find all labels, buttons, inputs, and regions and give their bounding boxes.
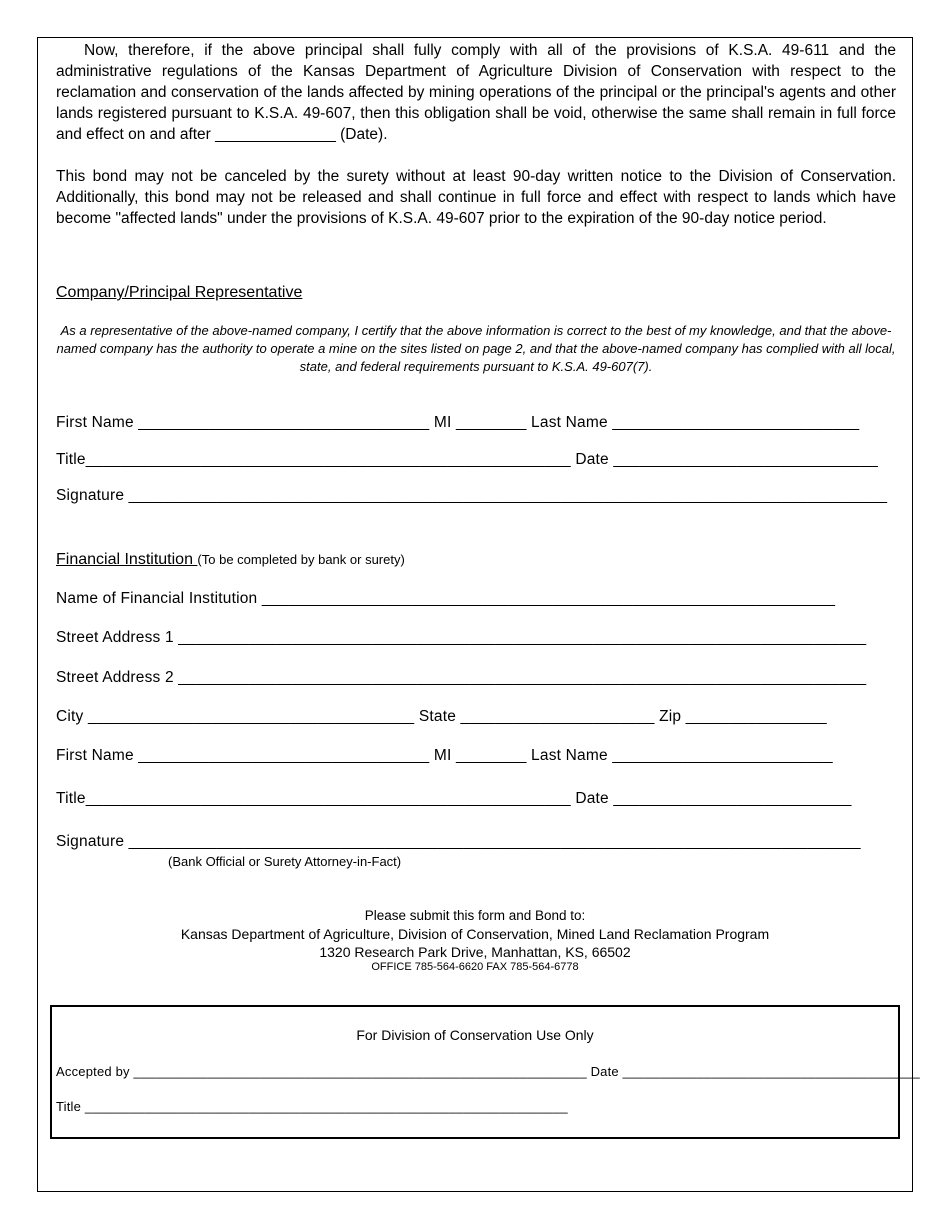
submit-phone-fax: OFFICE 785-564-6620 FAX 785-564-6778 (371, 961, 579, 973)
city-state-zip-field[interactable]: City _____________________________________ State ______________________ Zip ________________ (56, 708, 827, 725)
office-use-box (50, 1005, 920, 1139)
submit-address: 1320 Research Park Drive, Manhattan, KS, 66502 (319, 944, 631, 960)
accepted-by-field[interactable]: Accepted by _____________________________________________________________ Date ________________________________________ (56, 1064, 920, 1079)
street-address-2-field[interactable]: Street Address 2 ______________________________________________________________________________ (56, 669, 867, 686)
company-name-field[interactable]: First Name _________________________________ MI ________ Last Name ____________________________ (56, 414, 860, 431)
street-address-1-field[interactable]: Street Address 1 ______________________________________________________________________________ (56, 629, 867, 646)
financial-heading-text: Financial Institution (56, 551, 193, 568)
submit-instruction: Please submit this form and Bond to: (364, 908, 586, 923)
office-use-title: For Division of Conservation Use Only (356, 1027, 594, 1043)
company-signature-field[interactable]: Signature ______________________________________________________________________________________ (56, 487, 888, 504)
financial-section-heading (56, 551, 405, 569)
institution-name-field[interactable]: Name of Financial Institution _________________________________________________________________ (56, 590, 836, 607)
bond-condition-paragraph: Now, therefore, if the above principal shall fully comply with all of the provisions of K.S.A. 49-611 and the administrative regulations of the Kansas Department of Agriculture Division of Conservation with respect to the reclamation and conservation of the lands affected by mining operations of the principal or the principal's agents and other lands registered pursuant to K.S.A. 49-607, then this obligation shall be void, otherwise the same shall remain in full force and effect on and after ______________ (Date). (56, 42, 896, 143)
office-title-field[interactable]: Title _________________________________________________________________ (56, 1099, 568, 1114)
bank-title-date-field[interactable]: Title_______________________________________________________ Date ___________________________ (56, 790, 852, 807)
submit-agency: Kansas Department of Agriculture, Division of Conservation, Mined Land Reclamation Program (180, 926, 770, 942)
company-section-heading: Company/Principal Representative (56, 284, 303, 301)
bank-name-field[interactable]: First Name _________________________________ MI ________ Last Name _________________________ (56, 747, 833, 764)
cancellation-paragraph: This bond may not be canceled by the surety without at least 90-day written notice to the Division of Conservation. Additionally, this bond may not be released and shall continue in full force and effect with respect to lands which have become "affected lands" under the provisions of K.S.A. 49-607 prior to the expiration of the 90-day notice period. (56, 168, 896, 227)
bank-signature-field[interactable]: Signature ___________________________________________________________________________________ (56, 833, 861, 850)
company-title-date-field[interactable]: Title_______________________________________________________ Date ______________________________ (56, 451, 878, 468)
signature-note: (Bank Official or Surety Attorney-in-Fact) (168, 854, 402, 869)
financial-heading-note: (To be completed by bank or surety) (197, 552, 405, 567)
certification-statement: As a representative of the above-named company, I certify that the above information is correct to the best of my knowledge, and that the above-named company has the authority to operate a mine on the sites listed on page 2, and that the above-named company has complied with all local, state, and federal requirements pursuant to K.S.A. 49-607(7). (56, 323, 896, 374)
